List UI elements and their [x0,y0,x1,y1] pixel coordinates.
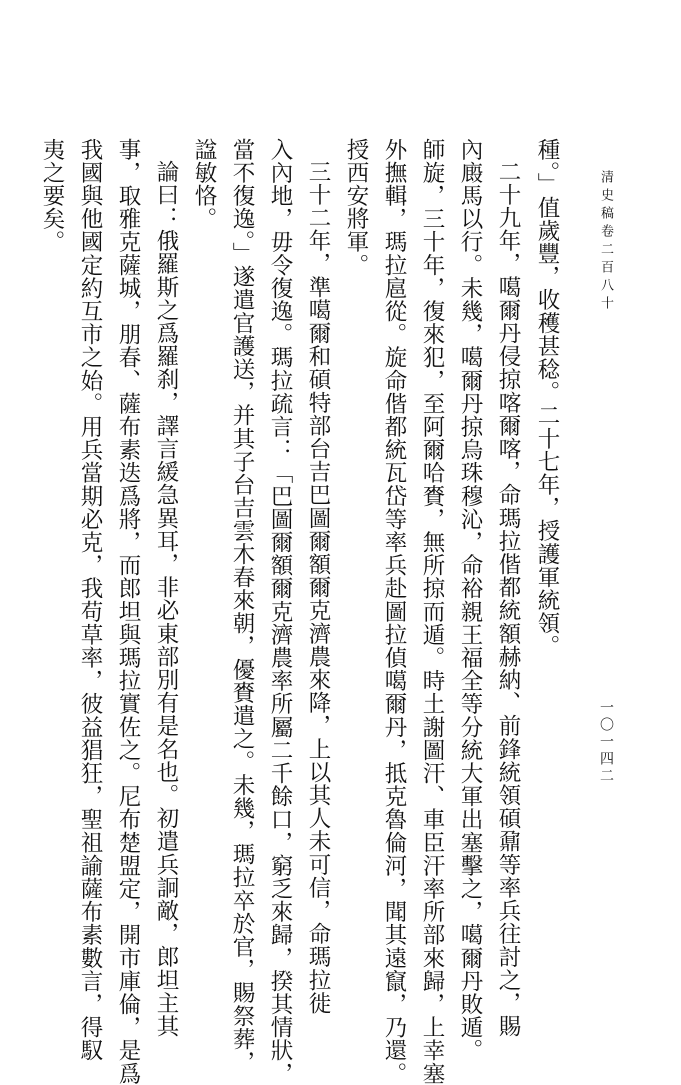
text-column-4: 師旋，三十年，復來犯，至阿爾哈賚，無所掠而遁。時土謝圖汗、車臣汗率所部來歸，上幸塞 [419,138,445,1085]
running-title: 清史稿卷二百八十 [598,170,613,314]
text-column-6: 授西安將軍。 [343,138,369,277]
text-column-10: 諡敏恪。 [191,138,217,231]
text-column-13: 我國與他國定約互市之始。用兵當期必克，我苟草率，彼益猖狂，聖祖諭薩布素數言，得馭 [77,138,103,1062]
text-column-8: 入內地，毋令復逸。瑪拉疏言：「巴圖爾額爾克濟農率所屬二千餘口，窮乏來歸，揆其情狀， [267,138,293,1085]
text-column-1: 種。」值歲豐，收穫甚稔。二十七年，授護軍統領。 [534,138,560,659]
text-column-7: 三十二年，準噶爾和碩特部台吉巴圖爾額爾克濟農來降，上以其人未可信，命瑪拉徙 [305,160,331,1015]
text-column-14: 夷之要矣。 [39,138,65,254]
page-number: 一〇一四二 [598,700,614,785]
text-column-11: 論曰：俄羅斯之爲羅刹，譯言緩急異耳，非必東部別有是名也。初遣兵詗敵，郎坦主其 [153,160,179,1038]
text-column-9: 當不復逸。」遂遣官護送，并其子台吉雲木春來朝，優賚遣之。未幾，瑪拉卒於官，賜祭葬， [229,138,255,1074]
text-column-12: 事，取雅克薩城，朋春、薩布素迭爲將，而郎坦與瑪拉實佐之。尼布楚盟定，開市庫倫，是爲 [115,138,141,1085]
text-column-2: 二十九年，噶爾丹侵掠喀爾喀，命瑪拉偕都統額赫納、前鋒統領碩鼐等率兵往討之，賜 [495,160,521,1038]
text-column-3: 內廄馬以行。未幾，噶爾丹掠烏珠穆沁，命裕親王福全等分統大軍出塞擊之，噶爾丹敗遁。 [457,138,483,1062]
text-column-5: 外撫輯，瑪拉扈從。旋命偕都統瓦岱等率兵赴圖拉偵噶爾丹，抵克魯倫河，聞其遠竄，乃還。 [381,138,407,1085]
